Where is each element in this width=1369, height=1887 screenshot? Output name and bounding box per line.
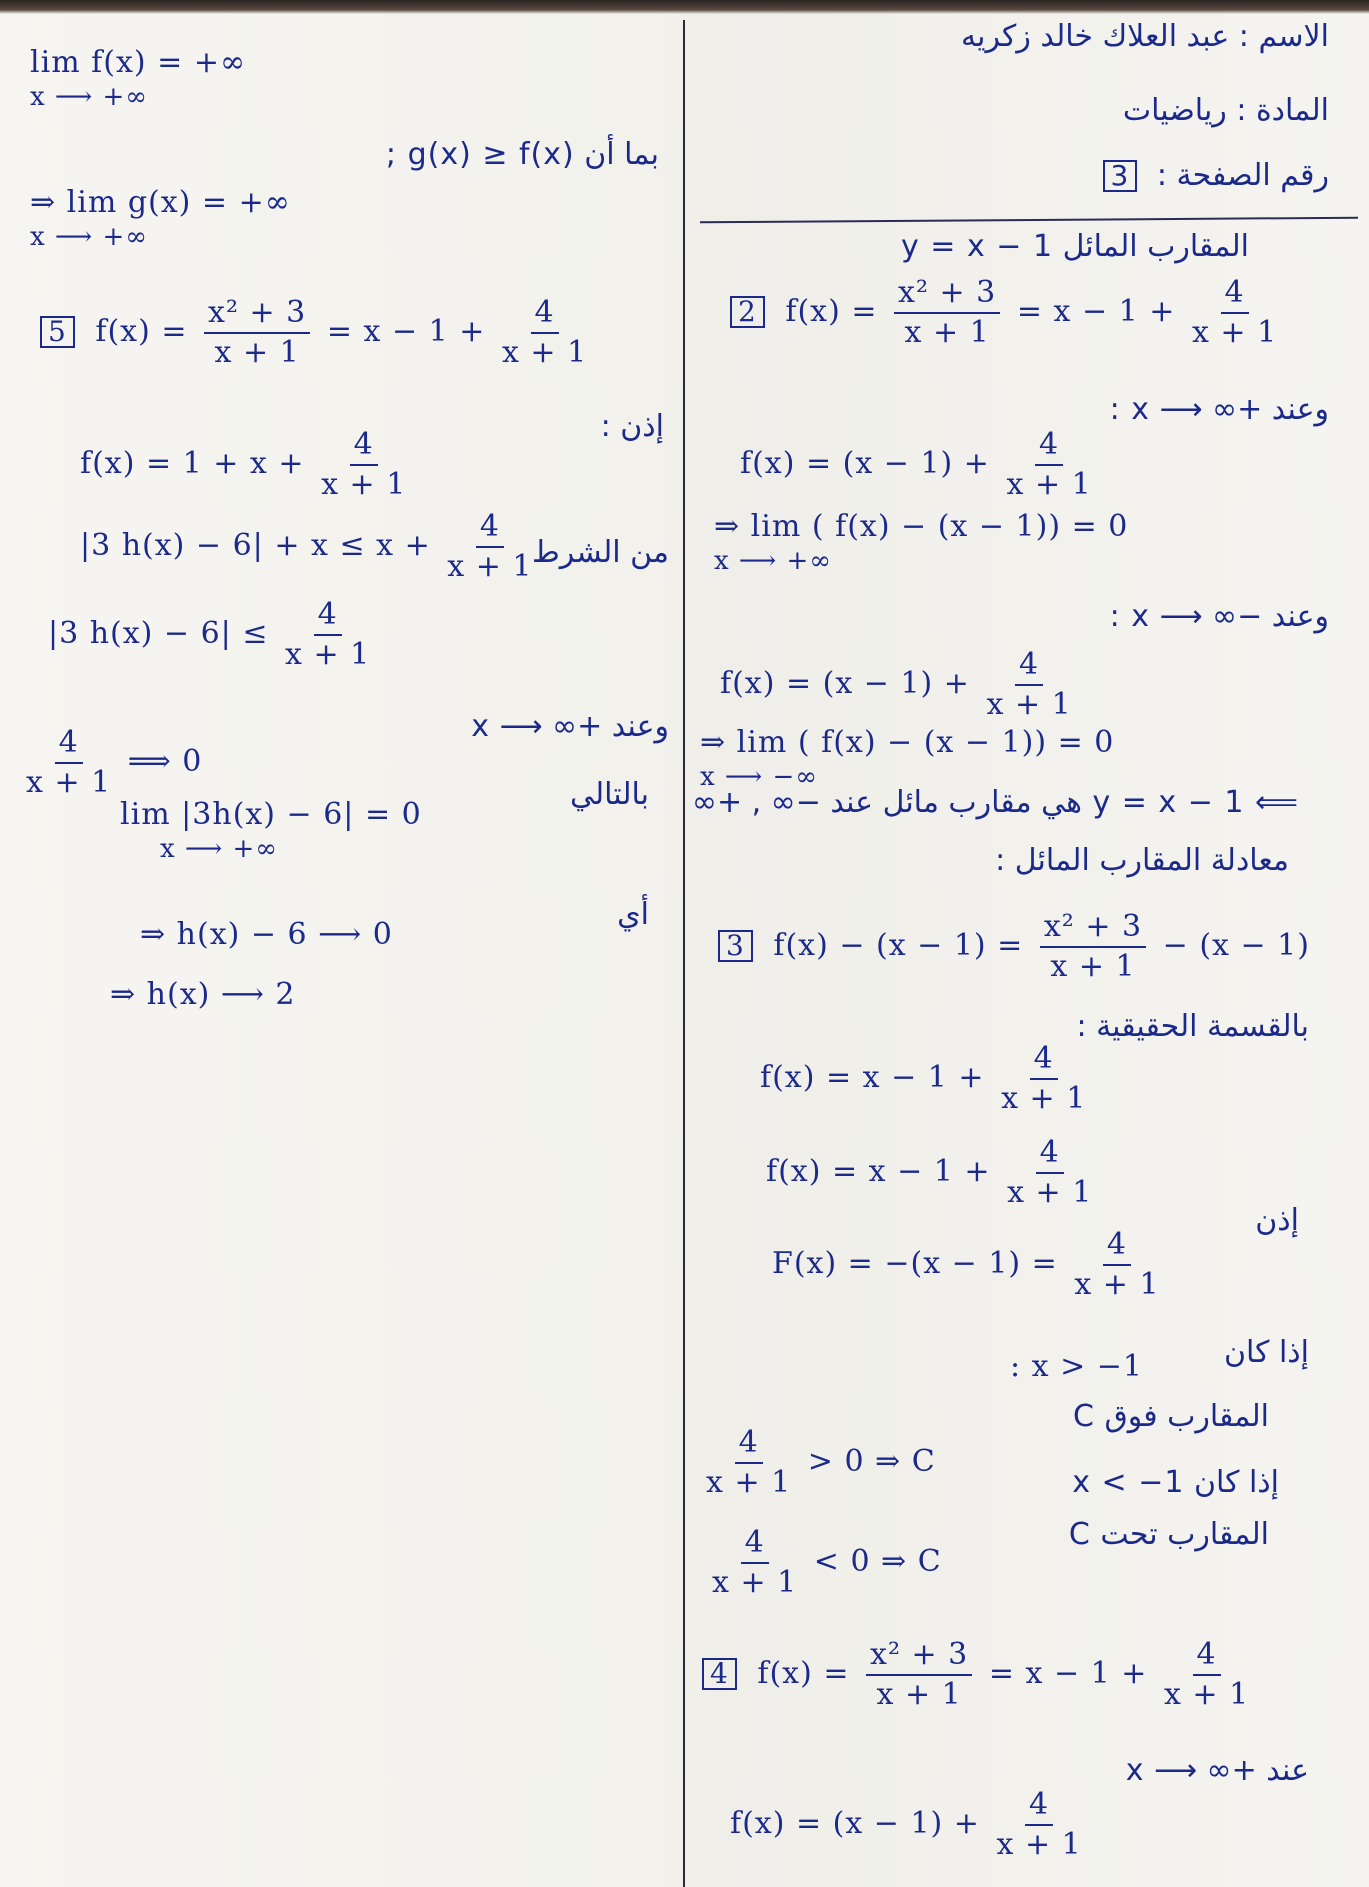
q4-fraction: [866, 1637, 972, 1712]
denominator: x + 1: [1050, 949, 1136, 984]
numerator: 4: [735, 1428, 763, 1464]
fraction: [1001, 1041, 1087, 1116]
fraction: [986, 647, 1072, 722]
q5-fraction: [204, 295, 310, 370]
numerator: x² + 3: [894, 278, 1000, 314]
right-idhan: إذن: [1255, 1203, 1299, 1238]
q2-lhs: f(x) =: [785, 294, 878, 329]
question-number-box: 5: [40, 316, 75, 348]
right-line-9: [772, 1227, 1166, 1302]
fraction: [321, 427, 407, 502]
limit-f-expression: lim f(x) = +∞: [30, 45, 246, 80]
numerator: 4: [1036, 1138, 1064, 1174]
right-line-15: [730, 1787, 1088, 1862]
right-line-7: [760, 1041, 1092, 1116]
q2-fraction: [894, 275, 1000, 350]
limit-subscript: x ⟶ +∞: [30, 222, 148, 252]
numerator: 4: [1193, 1640, 1221, 1676]
right-plus-inf: وعند +∞ ⟶ x :: [1109, 392, 1329, 427]
sign-result: < 0 ⇒ C: [813, 1544, 942, 1579]
right-line-5: ⟸ y = x − 1 هي مقارب مائل عند −∞ , +∞: [691, 785, 1299, 820]
q3-arabic: بالقسمة الحقيقية :: [1076, 1009, 1309, 1044]
numerator: 4: [741, 1528, 769, 1564]
expr: f(x) = (x − 1) +: [720, 666, 970, 701]
right-line-14: عند +∞ ⟶ x: [1125, 1753, 1309, 1788]
limit: ⇒ lim ( f(x) − (x − 1)) = 0: [714, 509, 1129, 544]
denominator: x + 1: [1074, 1267, 1160, 1302]
numerator: 4: [1015, 650, 1043, 686]
q4-remainder-fraction: [1163, 1637, 1250, 1712]
numerator: 4: [1103, 1230, 1131, 1266]
q5-remainder-fraction: [501, 295, 588, 370]
expr: f(x) = x − 1 +: [760, 1060, 985, 1095]
left-line-2: بما أن g(x) ≥ f(x) ;: [385, 137, 659, 172]
left-ay: أي: [617, 897, 649, 932]
denominator: x + 1: [1163, 1677, 1250, 1712]
question-number-box: 2: [730, 296, 765, 328]
page-fold-divider: [683, 20, 685, 1887]
page-number-line: [1103, 160, 1329, 192]
fraction: [996, 1787, 1082, 1862]
numerator: x² + 3: [1040, 912, 1146, 948]
tends-to-zero: ⟹ 0: [127, 744, 203, 779]
right-line-13-arabic: المقارب تحت C: [1068, 1517, 1269, 1552]
limit-subscript: x ⟶ +∞: [30, 82, 148, 112]
question-number-box: 3: [718, 930, 753, 962]
expr: F(x) = −(x − 1) =: [772, 1246, 1058, 1281]
right-line-11-arabic: المقارب فوق C: [1072, 1399, 1269, 1434]
left-line-3: [30, 185, 291, 252]
q3-lhs: f(x) − (x − 1) =: [773, 928, 1024, 963]
right-line-2: [714, 509, 1129, 576]
right-minus-inf: وعند −∞ ⟶ x :: [1109, 599, 1329, 634]
right-line-11: [700, 1425, 936, 1500]
denominator: x + 1: [1007, 1175, 1093, 1210]
right-line-1: [740, 427, 1098, 502]
limit-subscript: x ⟶ +∞: [714, 546, 832, 576]
inequality: |3 h(x) − 6| + x ≤ x +: [80, 528, 431, 563]
fraction: [447, 509, 533, 584]
q4-equals: = x − 1 +: [988, 1656, 1148, 1691]
fraction: [26, 725, 112, 800]
question-3-line: [718, 909, 1310, 984]
numerator: 4: [1035, 430, 1063, 466]
asymptote-title: المقارب المائل y = x − 1: [901, 229, 1249, 264]
q3-fraction: [1040, 909, 1146, 984]
right-line-8: [766, 1135, 1098, 1210]
numerator: 4: [1030, 1044, 1058, 1080]
left-line-13: ⇒ h(x) ⟶ 2: [110, 977, 296, 1012]
denominator: x + 1: [996, 1827, 1082, 1862]
numerator: 4: [476, 512, 504, 548]
denominator: x + 1: [1001, 1081, 1087, 1116]
left-line-11: [120, 797, 422, 864]
top-shadow: [0, 0, 1369, 14]
limit-g-expression: ⇒ lim g(x) = +∞: [30, 185, 291, 220]
right-line-10-arabic: إذا كان: [1223, 1335, 1309, 1370]
question-number-box: 4: [702, 1658, 737, 1690]
denominator: x + 1: [321, 467, 407, 502]
right-line-12: إذا كان x < −1: [1072, 1465, 1279, 1500]
fraction: [706, 1425, 792, 1500]
denominator: x + 1: [706, 1465, 792, 1500]
numerator: 4: [1221, 278, 1249, 314]
denominator: x + 1: [285, 637, 371, 672]
numerator: x² + 3: [204, 298, 310, 334]
denominator: x + 1: [712, 1565, 798, 1600]
numerator: 4: [531, 298, 559, 334]
denominator: x + 1: [447, 549, 533, 584]
student-name: الاسم : عبد العلاك خالد زكريه: [961, 19, 1329, 54]
denominator: x + 1: [1006, 467, 1092, 502]
q5-equals: = x − 1 +: [326, 314, 486, 349]
question-4-line: [702, 1637, 1255, 1712]
numerator: 4: [350, 430, 378, 466]
limit: ⇒ lim ( f(x) − (x − 1)) = 0: [700, 725, 1115, 760]
denominator: x + 1: [986, 687, 1072, 722]
q2-equals: = x − 1 +: [1016, 294, 1176, 329]
limit-subscript: x ⟶ +∞: [160, 834, 278, 864]
left-idhan: إذن :: [600, 409, 664, 444]
left-line-11-arabic: بالتالي: [570, 777, 649, 812]
denominator: x + 1: [26, 765, 112, 800]
denominator: x + 1: [501, 335, 588, 370]
right-line-13: [706, 1525, 942, 1600]
inequality: |3 h(x) − 6| ≤: [48, 616, 269, 651]
expr: f(x) = (x − 1) +: [730, 1806, 980, 1841]
page-number-box: 3: [1103, 160, 1138, 192]
limit-abs: lim |3h(x) − 6| = 0: [120, 797, 422, 832]
numerator: x² + 3: [866, 1640, 972, 1676]
expr: f(x) = (x − 1) +: [740, 446, 990, 481]
left-line-9: وعند +∞ ⟶ x: [471, 709, 669, 744]
q3-rest: − (x − 1): [1162, 928, 1310, 963]
right-line-10: : x > −1: [1010, 1349, 1143, 1384]
denominator: x + 1: [904, 315, 990, 350]
fraction: [1007, 1135, 1093, 1210]
left-line-8: [48, 597, 376, 672]
left-line-6: [80, 427, 412, 502]
q2-remainder-fraction: [1191, 275, 1278, 350]
fraction: [712, 1525, 798, 1600]
question-5-line: [40, 295, 593, 370]
subject-line: المادة : رياضيات: [1122, 93, 1329, 128]
right-line-4: [700, 725, 1115, 792]
sign-result: > 0 ⇒ C: [807, 1444, 936, 1479]
right-line-6: معادلة المقارب المائل :: [995, 843, 1289, 878]
left-line-10: [20, 725, 203, 800]
q5-lhs: f(x) =: [95, 314, 188, 349]
numerator: 4: [314, 600, 342, 636]
question-2-line: [730, 275, 1283, 350]
q4-lhs: f(x) =: [757, 1656, 850, 1691]
left-line-7-arabic: من الشرط: [532, 535, 669, 570]
expr: f(x) = 1 + x +: [80, 446, 305, 481]
fraction: [1074, 1227, 1160, 1302]
limit-subscript: x ⟶ −∞: [700, 762, 818, 792]
denominator: x + 1: [214, 335, 300, 370]
right-line-3: [720, 647, 1078, 722]
fraction: [285, 597, 371, 672]
denominator: x + 1: [1191, 315, 1278, 350]
numerator: 4: [1025, 1790, 1053, 1826]
left-line-7: [80, 509, 538, 584]
page-number-label: رقم الصفحة :: [1156, 158, 1329, 193]
left-line-12: ⇒ h(x) − 6 ⟶ 0: [140, 917, 393, 952]
expr: f(x) = x − 1 +: [766, 1154, 991, 1189]
left-line-1: [30, 45, 246, 112]
denominator: x + 1: [876, 1677, 962, 1712]
numerator: 4: [55, 728, 83, 764]
fraction: [1006, 427, 1092, 502]
